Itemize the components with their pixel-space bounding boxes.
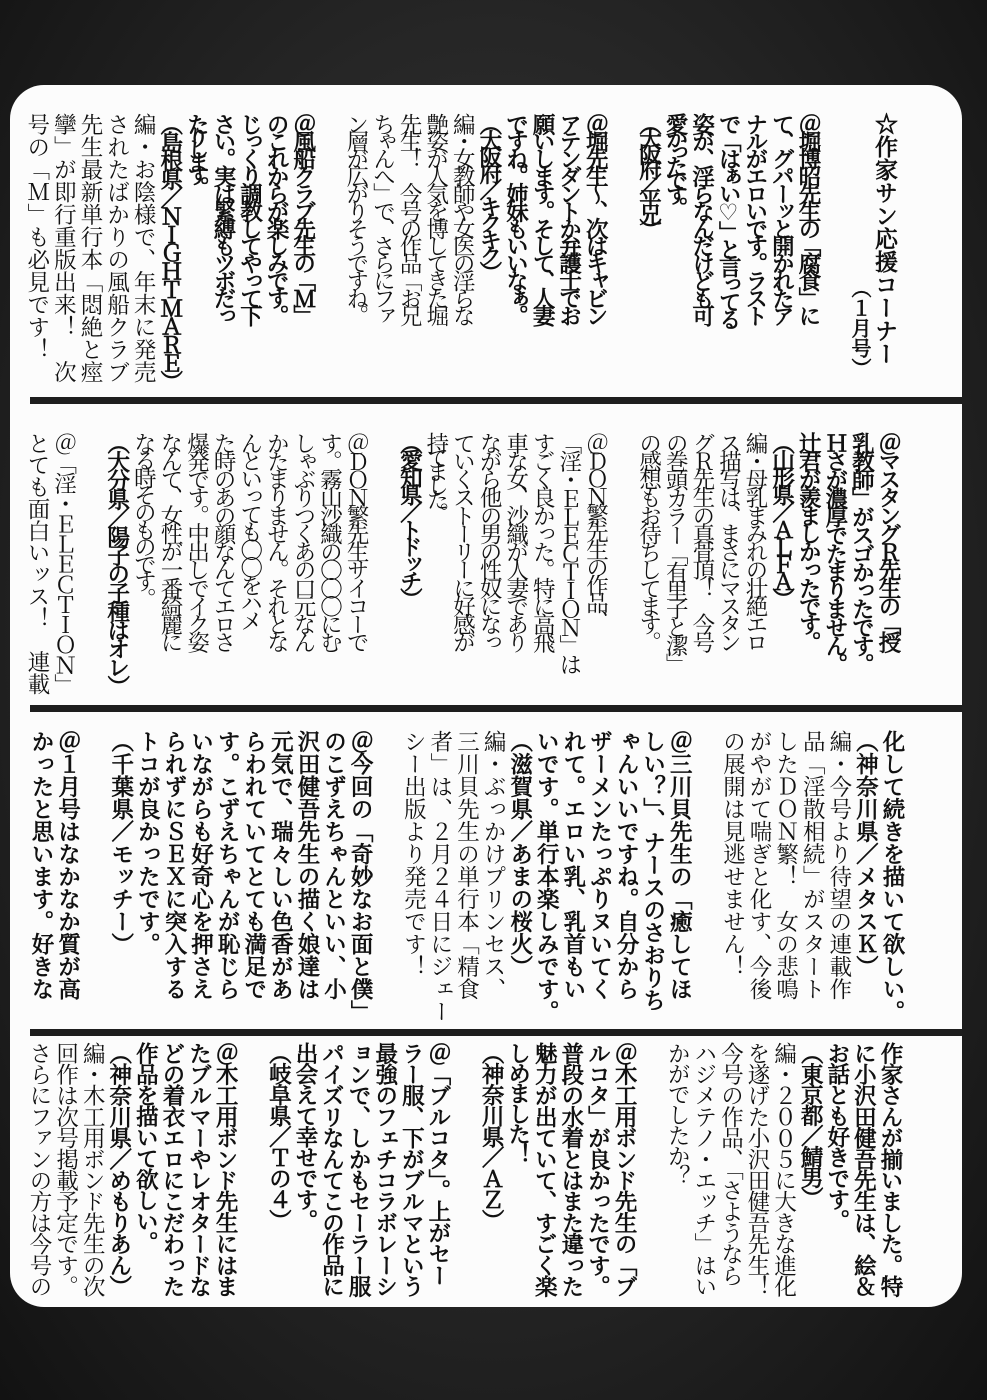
editor-comment-line: なる時そのものです。 xyxy=(130,432,157,606)
editor-comment-line: ていくストーリーに好感が xyxy=(449,432,476,650)
column-spacer xyxy=(608,113,635,389)
editor-comment-line: 編・２００５に大きな進化 xyxy=(770,1042,797,1297)
editor-comment-line: グＲ先生の真骨頂！ 今号 xyxy=(688,432,715,650)
editor-comment-line: 先生！ 今号の作品「お兄 xyxy=(396,113,423,322)
row-divider xyxy=(30,705,962,712)
editor-comment-line: 編・母乳まみれの壮絶エロ xyxy=(742,432,769,650)
editor-comment-line: んといっても〇〇をハメ xyxy=(236,432,263,628)
editor-comment-line: を遂げた小沢田健吾先生！ xyxy=(744,1042,771,1297)
reader-letter-line: 愛かったです。 xyxy=(662,113,689,211)
reader-letter-line: ョンで、しかもセーラー服 xyxy=(345,1042,372,1297)
reader-letter-line: 出会えて幸せです。 xyxy=(291,1042,318,1230)
editor-comment-line: ハジメテノ・エッチ」はい xyxy=(690,1042,717,1297)
column-spacer xyxy=(692,730,719,1023)
reader-letter-line: 乳教師」がスゴかったです。 xyxy=(848,432,875,672)
reader-letter-line: 化して続きを描いて欲しい。 xyxy=(879,730,905,1023)
editor-comment-line: とても面白いッス！ 連載 xyxy=(24,432,50,695)
reader-letter-line: ＠木工用ボンド先生の「ブ xyxy=(611,1042,638,1297)
editor-comment-line: た時のあの顔なんてエロさ xyxy=(210,432,237,650)
editor-comment-line: ＠ＤＯＮ繁先生サイコーで xyxy=(343,432,370,650)
editor-comment-line: 編・お陰様で、年末に発売 xyxy=(130,113,157,383)
editor-comment-line: されたばかりの風船クラブ xyxy=(103,113,130,383)
editor-comment-line: の展開は見逃せません！ xyxy=(719,730,746,978)
reader-letter-line: ザーメンたっぷりヌいてく xyxy=(586,730,613,1000)
column-spacer xyxy=(451,1042,478,1296)
editor-comment-line: 編・木工用ボンド先生の次 xyxy=(79,1042,106,1297)
editor-comment-line: 回作は次号掲載予定です。 xyxy=(52,1042,79,1297)
editor-comment-line: ン層が広がりそうですね。 xyxy=(342,113,369,322)
reader-letter-line: ナルがエロいです。ラスト xyxy=(741,113,768,322)
reader-letter-line: 沢田健吾先生の描く娘達は xyxy=(293,730,320,1000)
reader-letter-line: ＠風船クラブ先生の「Ｍ」 xyxy=(289,113,316,322)
editor-comment-line: 者」は、２月２４日にジェー xyxy=(426,730,453,1023)
editor-comment-line: 艶姿が人気を博してきた堀 xyxy=(422,113,449,322)
reader-letter-line: トコが良かったです。 xyxy=(134,730,161,955)
reader-letter-line: （大阪府／平兄） xyxy=(635,113,662,234)
reader-letter-line: 最強のフェチコラボレーシ xyxy=(371,1042,398,1297)
reader-letter-line: （千葉県／モッチー） xyxy=(107,730,134,955)
letters-row-2 xyxy=(23,432,901,694)
editor-comment-line: の巻頭カラー「有里子と潔」 xyxy=(662,432,689,672)
reader-letter-line: ＠今回の「奇妙なお面と僕」 xyxy=(347,730,374,1023)
reader-letter-line: ＠マスタングＲ先生の「授 xyxy=(875,432,901,650)
row-divider xyxy=(30,397,962,404)
reader-letter-line: （山形県／ＡＬＦＡ） xyxy=(768,432,795,606)
column-spacer xyxy=(608,432,635,694)
editor-comment-line: すごく良かった。特に高飛 xyxy=(529,432,556,650)
reader-letter-line: （神奈川県／メタスＫ） xyxy=(852,730,879,978)
editor-comment-line: したＤＯＮ繁！ 女の悲鳴 xyxy=(772,730,799,1000)
reader-letter-line: たブルマーやレオタードな xyxy=(185,1042,212,1297)
editor-comment-line: 品「淫散相続」がスタート xyxy=(799,730,826,1000)
reader-letter-line: お話とも好きです。 xyxy=(823,1042,850,1230)
reader-letter-line: （大分県／陽子の子種はオレ） xyxy=(103,432,130,694)
reader-letter-line: （大阪府／キクキク） xyxy=(475,113,502,278)
editor-comment-line: しゃぶりつくあの口元なん xyxy=(289,432,316,650)
column-spacer xyxy=(316,113,343,389)
reader-letter-line: ですね。姉妹もいいなぁ。 xyxy=(502,113,529,322)
reader-letter-line: 魅力が出ていて、すごく楽 xyxy=(531,1042,558,1297)
column-spacer xyxy=(238,1042,265,1296)
editor-comment-line: 攣」が即行重版出来！ 次 xyxy=(50,113,77,383)
editor-comment-line: ちゃんへ」で、さらにファ xyxy=(369,113,396,322)
editor-comment-line: 編・女教師や女医の淫らな xyxy=(449,113,476,322)
editor-comment-line: 爆発です。中出しでイク姿 xyxy=(183,432,210,650)
reader-letter-line: ＠木工用ボンド先生にはま xyxy=(212,1042,239,1297)
reader-letter-line: さい。実は緊縛もツボだっ xyxy=(209,113,236,322)
editor-comment-line: 「淫・ＥＬＥＣＴＩＯＮ」は xyxy=(555,432,582,672)
editor-comment-line: の感想もお待ちしてます。 xyxy=(635,432,662,650)
editor-comment-line: 三川貝先生の単行本「精食 xyxy=(453,730,480,1000)
editor-comment-line: 車な女、沙織が人妻であり xyxy=(502,432,529,650)
reader-letter-line: （神奈川県／ＡＺ） xyxy=(478,1042,505,1230)
editor-comment-line: かたまりません。それとな xyxy=(263,432,290,650)
reader-letter-line: 辻君が羨ましかったです。 xyxy=(795,432,822,650)
reader-letter-line: られずにＳＥＸに突入する xyxy=(160,730,187,1000)
editor-comment-line: 先生最新単行本「悶絶と痙 xyxy=(76,113,103,383)
reader-letter-line: 普段の水着とはまた違った xyxy=(557,1042,584,1297)
editor-comment-line: ＠「淫・ＥＬＥＣＴＩＯＮ」 xyxy=(50,432,77,695)
column-spacer xyxy=(637,1042,664,1296)
reader-letter-line: じっくり調教してやって下 xyxy=(236,113,263,322)
reader-letter-line: かったと思います。好きな xyxy=(28,730,54,1000)
reader-letter-line: ラー服、下がブルマという xyxy=(398,1042,425,1297)
reader-letter-line: パイズリなんてこの作品に xyxy=(318,1042,345,1297)
reader-letter-line: に小沢田健吾先生は、絵＆ xyxy=(850,1042,877,1297)
reader-letter-line: 願いします。そして、人妻 xyxy=(529,113,556,322)
column-spacer xyxy=(81,730,108,1023)
letters-row-4 xyxy=(25,1042,903,1296)
reader-letter-line: ＠「ブルコタ」。上がセー xyxy=(424,1042,451,1286)
editor-comment-line: かがでしたか？ xyxy=(664,1042,691,1186)
editor-comment-line: 編・今号より待望の連載作 xyxy=(825,730,852,1000)
editor-comment-line: なんて、女性が一番綺麗に xyxy=(156,432,183,650)
reader-letter-line: ルコタ」が良かったです。 xyxy=(584,1042,611,1297)
reader-letter-line: らわれていてとても満足で xyxy=(240,730,267,1000)
editor-comment-line: 持てました。 xyxy=(422,432,449,517)
editor-comment-line: 号の「Ｍ」も必見です！ xyxy=(23,113,50,361)
editor-comment-line: ス描写は、まさにマスタン xyxy=(715,432,742,650)
letters-row-3 xyxy=(27,730,905,1023)
column-spacer xyxy=(373,730,400,1023)
reader-letter-line: ゃんいいですね。自分から xyxy=(613,730,640,1000)
reader-letter-line: どの着衣エロにこだわった xyxy=(158,1042,185,1297)
editor-comment-line: す。霧山沙織の〇〇〇にむ xyxy=(316,432,343,650)
letters-row-1 xyxy=(23,113,821,389)
reader-letter-line: で「はぁい♡」と言ってる xyxy=(715,113,742,326)
corner-subtitle: （１月号） xyxy=(848,278,872,378)
editor-comment-line: 編・ぶっかけプリンセス、 xyxy=(480,730,507,1000)
reader-letter-line: （愛知県／トドッチ） xyxy=(396,432,423,606)
editor-comment-line: がやがて喘ぎと化す、今後 xyxy=(746,730,773,1000)
reader-letter-line: しめました！ xyxy=(504,1042,531,1164)
corner-title: ☆作家サン応援コーナー xyxy=(871,112,898,365)
reader-letter-line: いです。単行本楽しみです。 xyxy=(533,730,560,1023)
reader-letter-line: （東京都／鯖男） xyxy=(797,1042,824,1208)
column-spacer xyxy=(77,432,104,694)
reader-letter-line: のこれからが楽しみです。 xyxy=(263,113,290,322)
reader-letter-line: ＠堀先生〜、次はキャビン xyxy=(582,113,609,322)
reader-letter-line: （岐阜県／Ｔの４） xyxy=(265,1042,292,1230)
reader-letter-line: アテンダントか弁護士でお xyxy=(555,113,582,322)
reader-letter-line: 作家さんが揃いました。特 xyxy=(877,1042,903,1297)
reader-letter-line: 作品を描いて欲しい。 xyxy=(132,1042,159,1252)
reader-letter-line: 元気で、瑞々しい色香があ xyxy=(267,730,294,1000)
reader-letter-line: れて。エロい乳、乳首もい xyxy=(559,730,586,1000)
editor-comment-line: ＠ＤＯＮ繁先生の作品、 xyxy=(582,432,609,628)
editor-comment-line: さらにファンの方は今号の xyxy=(26,1042,52,1297)
reader-letter-line: （滋賀県／あまの桜火） xyxy=(506,730,533,978)
reader-letter-line: （島根県／ＮＩＧＨＴＭＡＲＥ） xyxy=(156,113,183,389)
reader-letter-line: ＠三川貝先生の「癒してほ xyxy=(666,730,693,1000)
column-spacer xyxy=(369,432,396,694)
editor-comment-line: シー出版より発売です！ xyxy=(400,730,427,978)
reader-letter-line: 姿が、淫らなんだけども可 xyxy=(688,113,715,322)
editor-comment-line: 今号の作品、「さようなら xyxy=(717,1042,744,1286)
reader-letter-line: いながらも好奇心を押さえ xyxy=(187,730,214,1000)
reader-letter-line: す。こずえちゃんが恥じら xyxy=(214,730,241,1000)
row-divider xyxy=(30,1029,962,1036)
editor-comment-line: ながら他の男の性奴になっ xyxy=(476,432,503,650)
reader-letter-line: ＠堀博昭先生の「腐食」に xyxy=(795,113,821,322)
reader-letter-line: のこずえちゃんといい、小 xyxy=(320,730,347,1000)
reader-letter-line: しい？」、ナースのさおりち xyxy=(639,730,666,1012)
reader-letter-line: たりします。 xyxy=(183,113,210,189)
reader-letter-line: ＠１月号はなかなか質が高 xyxy=(54,730,81,1000)
reader-letter-line: （神奈川県／めもりあん） xyxy=(105,1042,132,1297)
reader-letter-line: て、グパーッと開かれたア xyxy=(768,113,795,322)
reader-letter-line: Ｈさが濃厚でたまりません。 xyxy=(821,432,848,672)
